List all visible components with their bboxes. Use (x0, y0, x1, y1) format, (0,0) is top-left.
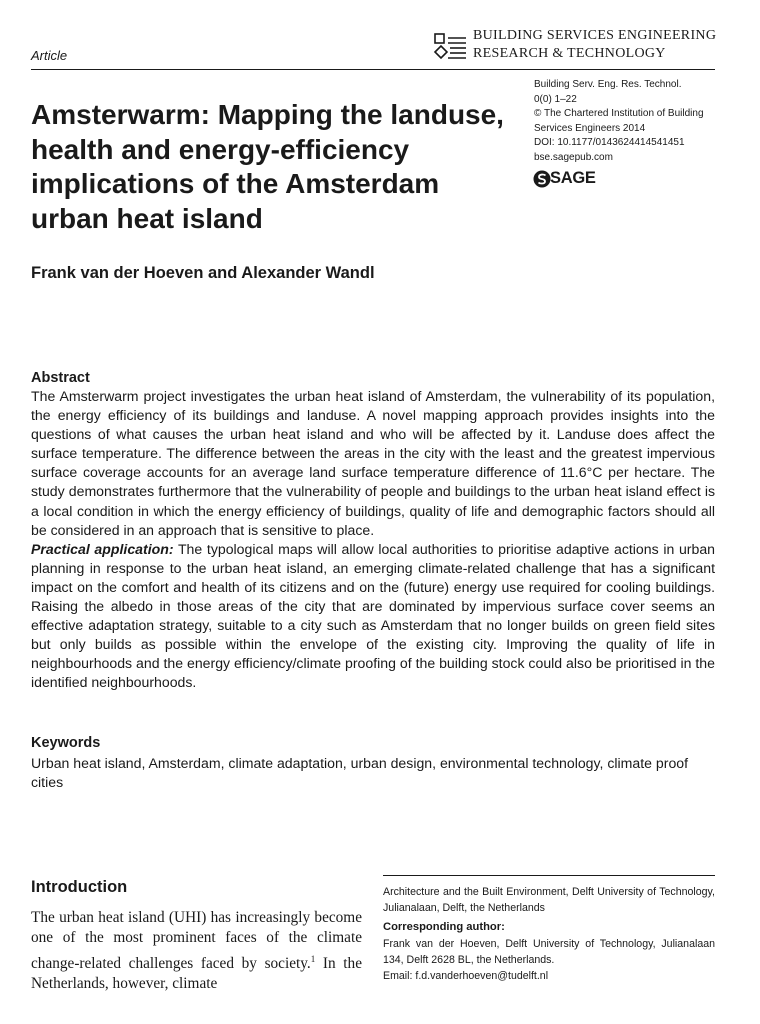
journal-website-link[interactable]: bse.sagepub.com (534, 151, 613, 163)
author-email[interactable]: Email: f.d.vanderhoeven@tudelft.nl (383, 970, 549, 982)
journal-citation: Building Serv. Eng. Res. Technol. (534, 79, 682, 90)
abstract-heading: Abstract (31, 370, 90, 386)
journal-name-line1: BUILDING SERVICES ENGINEERING (473, 28, 717, 43)
journal-info (534, 78, 724, 165)
practical-application-label: Practical application: (31, 540, 174, 557)
affiliation-divider (383, 875, 715, 876)
reference-marker[interactable]: 1 (310, 953, 316, 964)
keywords-text: Urban heat island, Amsterdam, climate adaptation, urban design, environmental technology, climate proof cities (31, 755, 689, 791)
article-type-label: Article (31, 48, 68, 63)
introduction-paragraph-cont: In the Netherlands, however, climate (31, 954, 362, 992)
abstract-text (31, 387, 715, 693)
keywords-heading: Keywords (31, 735, 101, 751)
paper-title: Amsterwarm: Mapping the landuse, health and energy-efficiency implications of the Amsterdam urban heat island (31, 99, 504, 234)
doi-link[interactable]: DOI: 10.1177/0143624414541451 (534, 137, 685, 148)
sage-logo-icon (533, 170, 551, 188)
introduction-paragraph: The urban heat island (UHI) has increasingly become one of the most prominent faces of the climate change-related challenges faced by society. (31, 909, 362, 972)
author-list: Frank van der Hoeven and Alexander Wandl (31, 264, 375, 282)
journal-logo (433, 28, 723, 64)
introduction-text (31, 908, 362, 994)
journal-volume: 0(0) 1–22 (534, 93, 577, 105)
publisher-name: SAGE (550, 169, 596, 187)
corresponding-author-text: Frank van der Hoeven, Delft University of Technology, Julianalaan 134, Delft 2628 BL, the Netherlands. (383, 938, 715, 966)
abstract-paragraph: The Amsterwarm project investigates the urban heat island of Amsterdam, the vulnerability of its population, the energy efficiency of its buildings and landuse. A novel mapping approach provides insights into the questions of what causes the urban heat island and who will be affected by it. Landuse does affect the surface temperature. The difference between the areas in the city with the least and the greatest impervious surface coverage accounts for an average land surface temperature difference of 11.6°C per hectare. The study demonstrates furthermore that the vulnerability of people and buildings to the urban heat island effect is a local condition in which the energy efficiency of buildings, quality of life and demographic factors should all be considered in an approach that is sensitive to place. (31, 388, 715, 538)
introduction-heading: Introduction (31, 878, 128, 896)
copyright-line: © The Chartered Institution of Building (534, 108, 704, 119)
header-divider (31, 69, 715, 70)
journal-name-line2: RESEARCH & TECHNOLOGY (473, 46, 666, 61)
journal-emblem-icon (433, 30, 467, 62)
corresponding-author-heading: Corresponding author: (383, 921, 505, 933)
publisher-logo (533, 170, 613, 190)
affiliation-text: Architecture and the Built Environment, Delft University of Technology, Julianalaan, Delft, the Netherlands (383, 886, 715, 914)
copyright-line: Services Engineers 2014 (534, 122, 646, 134)
practical-application-text: The typological maps will allow local authorities to prioritise adaptive actions in urban planning in response to the urban heat island, an emerging climate-related challenge that has a significant impact on the comfort and health of its citizens and on the (future) energy use required for cooling buildings. Raising the albedo in those areas of the city that are dominated by impervious surface cover seems an effective adaptation strategy, suitable to a city such as Amsterdam that no longer builds on green field sites but only builds as possible within the envelope of the existing city. Improving the quality of life in neighbourhoods and the energy efficiency/climate proofing of the building stock could also be prioritised in the identified neighbourhoods. (31, 540, 716, 691)
